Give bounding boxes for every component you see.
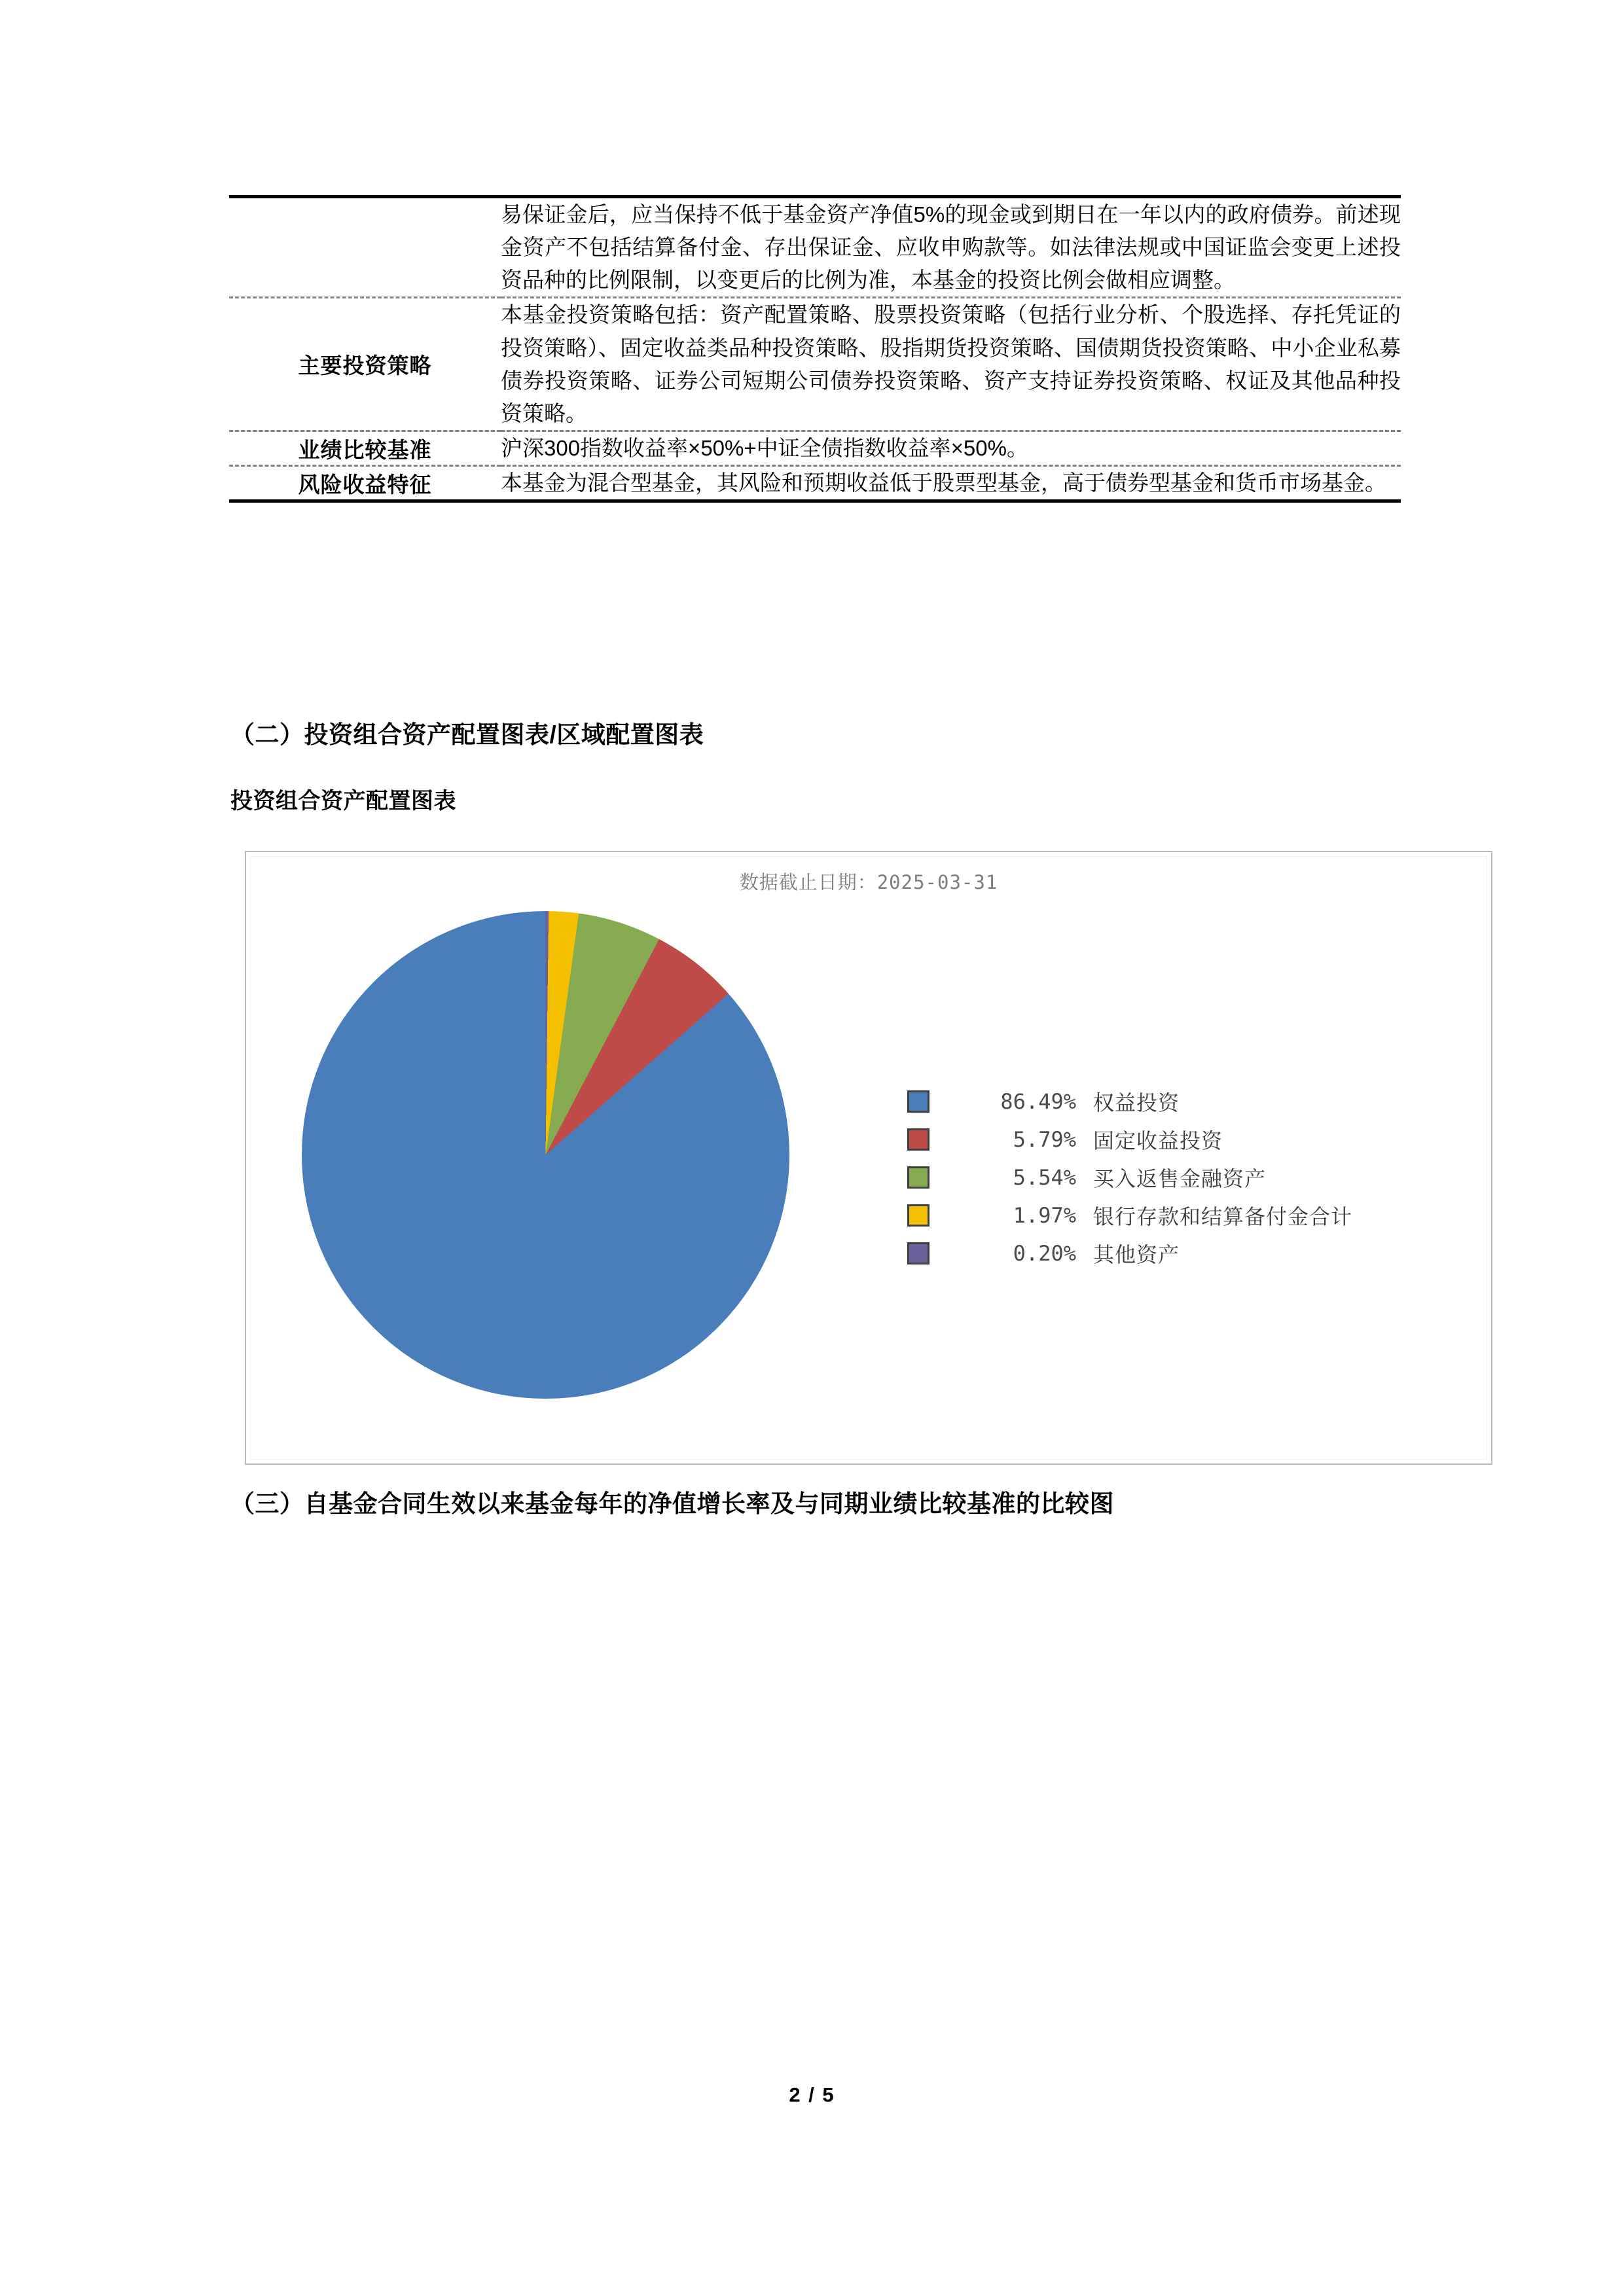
section-two-heading: （二）投资组合资产配置图表/区域配置图表	[230, 721, 704, 748]
row-value-text: 本基金为混合型基金，其风险和预期收益低于股票型基金，高于债券型基金和货币市场基金。	[501, 471, 1386, 495]
section-three-heading: （三）自基金合同生效以来基金每年的净值增长率及与同期业绩比较基准的比较图	[230, 1490, 1114, 1517]
row-value	[501, 197, 1401, 298]
table-row	[229, 431, 1401, 466]
legend-label: 其他资产	[1093, 1243, 1180, 1266]
legend-color-swatch	[907, 1128, 929, 1151]
legend-percent: 5.79%	[1013, 1127, 1076, 1152]
row-label: 风险收益特征	[229, 466, 501, 501]
asset-allocation-chart	[245, 851, 1492, 1465]
row-value	[501, 298, 1401, 431]
legend-percent: 5.54%	[1013, 1165, 1076, 1190]
pie-graphic	[302, 911, 789, 1399]
row-value-text: 沪深300指数收益率×50%+中证全债指数收益率×50%。	[501, 436, 1028, 461]
legend-item	[907, 1196, 1470, 1234]
fund-info-table	[229, 195, 1401, 503]
legend-percent: 0.20%	[1013, 1241, 1076, 1266]
chart-legend	[907, 1083, 1470, 1272]
chart-data-date-label: 数据截止日期：2025-03-31	[739, 871, 998, 893]
legend-item	[907, 1158, 1470, 1196]
legend-item	[907, 1121, 1470, 1158]
section-two-subheading: 投资组合资产配置图表	[230, 789, 456, 814]
legend-color-swatch	[907, 1166, 929, 1189]
legend-item	[907, 1083, 1470, 1121]
legend-color-swatch	[907, 1242, 929, 1265]
legend-percent: 86.49%	[1000, 1089, 1076, 1114]
row-value-text: 本基金投资策略包括：资产配置策略、股票投资策略（包括行业分析、个股选择、存托凭证的投资策略）、固定收益类品种投资策略、股指期货投资策略、国债期货投资策略、中小企业私募债券投资策略、证券公司短期公司债券投资策略、资产支持证券投资策略、权证及其他品种投资策略。	[501, 302, 1401, 425]
table-row	[229, 298, 1401, 431]
row-value	[501, 466, 1401, 501]
legend-label: 权益投资	[1093, 1091, 1180, 1115]
row-label	[229, 197, 501, 298]
table-row	[229, 466, 1401, 501]
legend-color-swatch	[907, 1204, 929, 1227]
page-footer: 2 / 5	[789, 2083, 835, 2106]
legend-label: 银行存款和结算备付金合计	[1093, 1205, 1353, 1229]
row-label: 业绩比较基准	[229, 431, 501, 466]
row-value	[501, 431, 1401, 466]
row-value-text: 易保证金后，应当保持不低于基金资产净值5%的现金或到期日在一年以内的政府债券。前述现金资产不包括结算备付金、存出保证金、应收申购款等。如法律法规或中国证监会变更上述投资品种的比例限制，以变更后的比例为准，本基金的投资比例会做相应调整。	[501, 202, 1401, 293]
legend-label: 买入返售金融资产	[1093, 1167, 1267, 1191]
table-row	[229, 197, 1401, 298]
pie-disc	[302, 911, 789, 1399]
legend-item	[907, 1234, 1470, 1272]
legend-percent: 1.97%	[1013, 1203, 1076, 1228]
legend-label: 固定收益投资	[1093, 1129, 1223, 1153]
legend-color-swatch	[907, 1090, 929, 1113]
row-label: 主要投资策略	[229, 298, 501, 431]
